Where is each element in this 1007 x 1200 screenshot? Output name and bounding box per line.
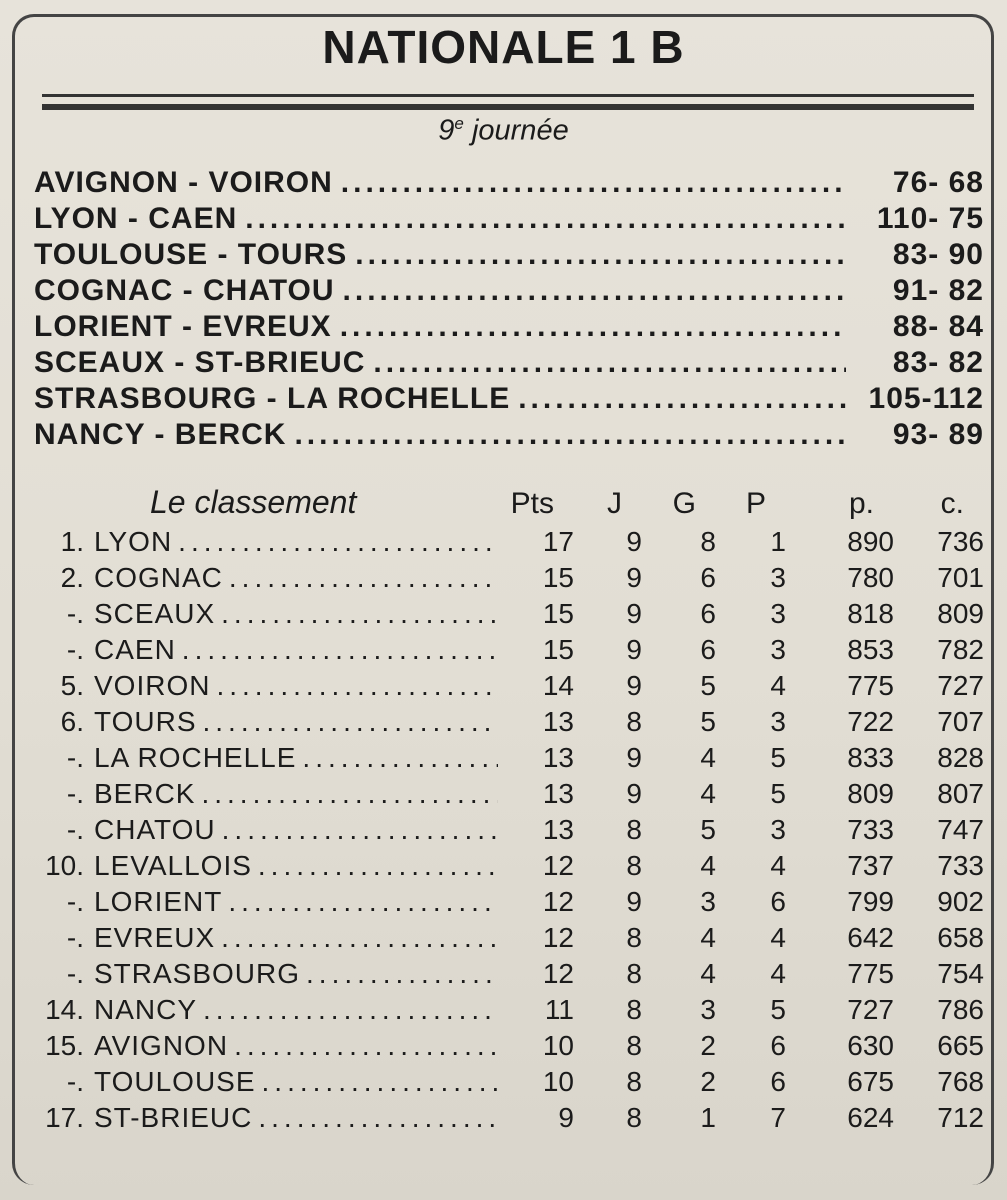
table-row bbox=[14, 706, 989, 742]
team-cell bbox=[14, 634, 504, 666]
won: 4 bbox=[700, 778, 716, 809]
leader-dots bbox=[203, 706, 499, 738]
team-cell bbox=[14, 778, 504, 810]
match-teams: AVIGNON - VOIRON bbox=[34, 166, 333, 199]
won: 4 bbox=[700, 922, 716, 953]
leader-dots bbox=[343, 274, 846, 308]
team-name: CAEN bbox=[94, 634, 176, 665]
points-for: 727 bbox=[847, 994, 894, 1025]
rank: 14. bbox=[45, 994, 84, 1025]
leader-dots bbox=[306, 958, 498, 990]
played: 8 bbox=[626, 1030, 642, 1061]
team-name: STRASBOURG bbox=[94, 958, 301, 989]
points: 13 bbox=[542, 814, 574, 845]
played: 9 bbox=[626, 634, 642, 665]
rank: 2. bbox=[60, 562, 84, 593]
leader-dots bbox=[340, 310, 846, 344]
rank: -. bbox=[66, 634, 84, 665]
table-row bbox=[14, 598, 989, 634]
team-cell bbox=[14, 850, 504, 882]
rank: 1. bbox=[60, 526, 84, 557]
table-row bbox=[14, 634, 989, 670]
lost: 5 bbox=[770, 778, 786, 809]
points-against: 658 bbox=[937, 922, 984, 953]
leader-dots bbox=[245, 202, 846, 236]
leader-dots bbox=[355, 238, 846, 272]
won: 4 bbox=[700, 850, 716, 881]
table-row bbox=[14, 1102, 989, 1138]
played: 9 bbox=[626, 778, 642, 809]
results-list bbox=[34, 166, 984, 454]
lost: 4 bbox=[770, 922, 786, 953]
won: 6 bbox=[700, 634, 716, 665]
points-for: 733 bbox=[847, 814, 894, 845]
points: 10 bbox=[542, 1066, 574, 1097]
points-for: 775 bbox=[847, 670, 894, 701]
rank: -. bbox=[66, 886, 84, 917]
team-name: BERCK bbox=[94, 778, 196, 809]
leader-dots bbox=[302, 742, 498, 774]
rank: 6. bbox=[60, 706, 84, 737]
points: 13 bbox=[542, 778, 574, 809]
match-teams: NANCY - BERCK bbox=[34, 418, 287, 451]
rank: -. bbox=[66, 778, 84, 809]
table-row bbox=[14, 958, 989, 994]
rank: -. bbox=[66, 1066, 84, 1097]
played: 8 bbox=[626, 850, 642, 881]
rank: -. bbox=[66, 742, 84, 773]
rank: -. bbox=[66, 958, 84, 989]
points-against: 665 bbox=[937, 1030, 984, 1061]
played: 9 bbox=[626, 526, 642, 557]
team-name: AVIGNON bbox=[94, 1030, 229, 1061]
played: 8 bbox=[626, 922, 642, 953]
header-points-against: c. bbox=[940, 487, 964, 520]
won: 6 bbox=[700, 562, 716, 593]
team-cell bbox=[14, 742, 504, 774]
points-against: 782 bbox=[937, 634, 984, 665]
table-row bbox=[14, 814, 989, 850]
points-for: 630 bbox=[847, 1030, 894, 1061]
lost: 3 bbox=[770, 814, 786, 845]
table-row bbox=[14, 670, 989, 706]
points: 15 bbox=[542, 598, 574, 629]
lost: 1 bbox=[770, 526, 786, 557]
result-row bbox=[34, 202, 984, 238]
team-cell bbox=[14, 670, 504, 702]
leader-dots bbox=[201, 778, 498, 810]
leader-dots bbox=[518, 382, 846, 416]
team-cell bbox=[14, 886, 504, 918]
points-against: 786 bbox=[937, 994, 984, 1025]
won: 2 bbox=[700, 1030, 716, 1061]
team-name: LEVALLOIS bbox=[94, 850, 252, 881]
lost: 3 bbox=[770, 634, 786, 665]
points: 12 bbox=[542, 958, 574, 989]
won: 5 bbox=[700, 706, 716, 737]
lost: 5 bbox=[770, 742, 786, 773]
lost: 5 bbox=[770, 994, 786, 1025]
match-teams: STRASBOURG - LA ROCHELLE bbox=[34, 382, 511, 415]
team-name: LORIENT bbox=[94, 886, 223, 917]
won: 2 bbox=[700, 1066, 716, 1097]
leader-dots bbox=[373, 346, 846, 380]
points-against: 807 bbox=[937, 778, 984, 809]
points-against: 727 bbox=[937, 670, 984, 701]
match-score: 91- 82 bbox=[892, 274, 984, 307]
team-name: ST-BRIEUC bbox=[94, 1102, 253, 1133]
played: 8 bbox=[626, 706, 642, 737]
won: 8 bbox=[700, 526, 716, 557]
team-name: COGNAC bbox=[94, 562, 223, 593]
leader-dots bbox=[341, 166, 846, 200]
team-cell bbox=[14, 958, 504, 990]
result-row bbox=[34, 418, 984, 454]
points-for: 722 bbox=[847, 706, 894, 737]
played: 8 bbox=[626, 1066, 642, 1097]
won: 3 bbox=[700, 886, 716, 917]
team-cell bbox=[14, 1030, 504, 1062]
points-against: 701 bbox=[937, 562, 984, 593]
won: 4 bbox=[700, 742, 716, 773]
leader-dots bbox=[221, 598, 498, 630]
points-for: 675 bbox=[847, 1066, 894, 1097]
match-score: 88- 84 bbox=[892, 310, 984, 343]
played: 9 bbox=[626, 670, 642, 701]
points: 14 bbox=[542, 670, 574, 701]
played: 8 bbox=[626, 994, 642, 1025]
table-row bbox=[14, 1066, 989, 1102]
points-against: 768 bbox=[937, 1066, 984, 1097]
points-for: 624 bbox=[847, 1102, 894, 1133]
played: 8 bbox=[626, 958, 642, 989]
result-row bbox=[34, 238, 984, 274]
table-row bbox=[14, 1030, 989, 1066]
table-row bbox=[14, 562, 989, 598]
won: 3 bbox=[700, 994, 716, 1025]
lost: 7 bbox=[770, 1102, 786, 1133]
played: 9 bbox=[626, 742, 642, 773]
match-teams: SCEAUX - ST-BRIEUC bbox=[34, 346, 366, 379]
header-p: P bbox=[745, 487, 766, 520]
rank: 17. bbox=[45, 1102, 84, 1133]
match-score: 105-112 bbox=[868, 382, 984, 415]
match-teams: LYON - CAEN bbox=[34, 202, 238, 235]
points: 12 bbox=[542, 886, 574, 917]
leader-dots bbox=[294, 418, 846, 452]
leader-dots bbox=[216, 670, 498, 702]
table-row bbox=[14, 778, 989, 814]
points: 17 bbox=[542, 526, 574, 557]
points-against: 707 bbox=[937, 706, 984, 737]
lost: 6 bbox=[770, 1030, 786, 1061]
team-name: VOIRON bbox=[94, 670, 211, 701]
leader-dots bbox=[229, 562, 498, 594]
table-row bbox=[14, 994, 989, 1030]
played: 9 bbox=[626, 598, 642, 629]
points-for: 799 bbox=[847, 886, 894, 917]
team-cell bbox=[14, 994, 504, 1026]
team-cell bbox=[14, 526, 504, 558]
played: 8 bbox=[626, 1102, 642, 1133]
header-pts: Pts bbox=[510, 487, 554, 520]
points: 13 bbox=[542, 706, 574, 737]
points: 15 bbox=[542, 634, 574, 665]
points: 12 bbox=[542, 850, 574, 881]
points: 9 bbox=[558, 1102, 574, 1133]
points-against: 754 bbox=[937, 958, 984, 989]
won: 5 bbox=[700, 814, 716, 845]
team-name: SCEAUX bbox=[94, 598, 216, 629]
rank: 5. bbox=[60, 670, 84, 701]
points-against: 712 bbox=[937, 1102, 984, 1133]
lost: 3 bbox=[770, 706, 786, 737]
title-rule-thin bbox=[42, 94, 974, 97]
match-teams: COGNAC - CHATOU bbox=[34, 274, 335, 307]
team-name: LA ROCHELLE bbox=[94, 742, 297, 773]
rank: -. bbox=[66, 814, 84, 845]
points-for: 775 bbox=[847, 958, 894, 989]
match-teams: LORIENT - EVREUX bbox=[34, 310, 332, 343]
result-row bbox=[34, 166, 984, 202]
points-for: 809 bbox=[847, 778, 894, 809]
team-name: NANCY bbox=[94, 994, 198, 1025]
team-cell bbox=[14, 1102, 504, 1134]
points: 11 bbox=[544, 994, 574, 1025]
won: 6 bbox=[700, 598, 716, 629]
team-cell bbox=[14, 706, 504, 738]
team-cell bbox=[14, 814, 504, 846]
lost: 4 bbox=[770, 850, 786, 881]
points-for: 853 bbox=[847, 634, 894, 665]
lost: 3 bbox=[770, 562, 786, 593]
leader-dots bbox=[178, 526, 498, 558]
round-number: 9 bbox=[438, 114, 455, 147]
leader-dots bbox=[182, 634, 498, 666]
played: 8 bbox=[626, 814, 642, 845]
table-row bbox=[14, 526, 989, 562]
points-against: 747 bbox=[937, 814, 984, 845]
table-row bbox=[14, 850, 989, 886]
result-row bbox=[34, 310, 984, 346]
table-row bbox=[14, 886, 989, 922]
leader-dots bbox=[228, 886, 498, 918]
leader-dots bbox=[258, 1102, 498, 1134]
lost: 6 bbox=[770, 886, 786, 917]
leader-dots bbox=[234, 1030, 498, 1062]
points-against: 809 bbox=[937, 598, 984, 629]
standings-title: Le classement bbox=[150, 484, 357, 520]
rank: -. bbox=[66, 922, 84, 953]
header-j: J bbox=[607, 487, 622, 520]
points-against: 902 bbox=[937, 886, 984, 917]
header-g: G bbox=[672, 487, 696, 520]
leader-dots bbox=[222, 814, 498, 846]
rank: -. bbox=[66, 598, 84, 629]
points-against: 736 bbox=[937, 526, 984, 557]
lost: 6 bbox=[770, 1066, 786, 1097]
rank: 10. bbox=[45, 850, 84, 881]
team-name: EVREUX bbox=[94, 922, 216, 953]
leader-dots bbox=[203, 994, 498, 1026]
match-score: 93- 89 bbox=[892, 418, 984, 451]
points-against: 733 bbox=[937, 850, 984, 881]
team-cell bbox=[14, 598, 504, 630]
points: 12 bbox=[542, 922, 574, 953]
points-against: 828 bbox=[937, 742, 984, 773]
team-cell bbox=[14, 562, 504, 594]
leader-dots bbox=[262, 1066, 498, 1098]
team-name: TOURS bbox=[94, 706, 197, 737]
round-suffix: e bbox=[454, 114, 464, 133]
header-points-for: p. bbox=[848, 487, 874, 520]
match-score: 83- 90 bbox=[892, 238, 984, 271]
result-row bbox=[34, 346, 984, 382]
points-for: 642 bbox=[847, 922, 894, 953]
standings-header bbox=[14, 484, 989, 526]
played: 9 bbox=[626, 886, 642, 917]
match-score: 110- 75 bbox=[876, 202, 984, 235]
lost: 4 bbox=[770, 670, 786, 701]
played: 9 bbox=[626, 562, 642, 593]
points: 10 bbox=[542, 1030, 574, 1061]
leader-dots bbox=[258, 850, 498, 882]
result-row bbox=[34, 274, 984, 310]
standings-table bbox=[14, 484, 989, 1138]
standings-rows bbox=[14, 526, 989, 1138]
leader-dots bbox=[221, 922, 498, 954]
result-row bbox=[34, 382, 984, 418]
rank: 15. bbox=[45, 1030, 84, 1061]
round-label: journée bbox=[471, 114, 569, 147]
match-score: 83- 82 bbox=[892, 346, 984, 379]
table-row bbox=[14, 922, 989, 958]
match-teams: TOULOUSE - TOURS bbox=[34, 238, 348, 271]
points-for: 833 bbox=[847, 742, 894, 773]
team-name: CHATOU bbox=[94, 814, 216, 845]
points-for: 737 bbox=[847, 850, 894, 881]
title-rule-thick bbox=[42, 104, 974, 110]
won: 1 bbox=[700, 1102, 716, 1133]
points-for: 818 bbox=[847, 598, 894, 629]
points: 13 bbox=[542, 742, 574, 773]
team-cell bbox=[14, 922, 504, 954]
table-row bbox=[14, 742, 989, 778]
won: 5 bbox=[700, 670, 716, 701]
round-heading bbox=[0, 114, 1007, 148]
team-name: LYON bbox=[94, 526, 173, 557]
lost: 4 bbox=[770, 958, 786, 989]
points: 15 bbox=[542, 562, 574, 593]
points-for: 780 bbox=[847, 562, 894, 593]
page-title: NATIONALE 1 B bbox=[322, 21, 685, 73]
team-name: TOULOUSE bbox=[94, 1066, 256, 1097]
match-score: 76- 68 bbox=[892, 166, 984, 199]
won: 4 bbox=[700, 958, 716, 989]
lost: 3 bbox=[770, 598, 786, 629]
points-for: 890 bbox=[847, 526, 894, 557]
team-cell bbox=[14, 1066, 504, 1098]
